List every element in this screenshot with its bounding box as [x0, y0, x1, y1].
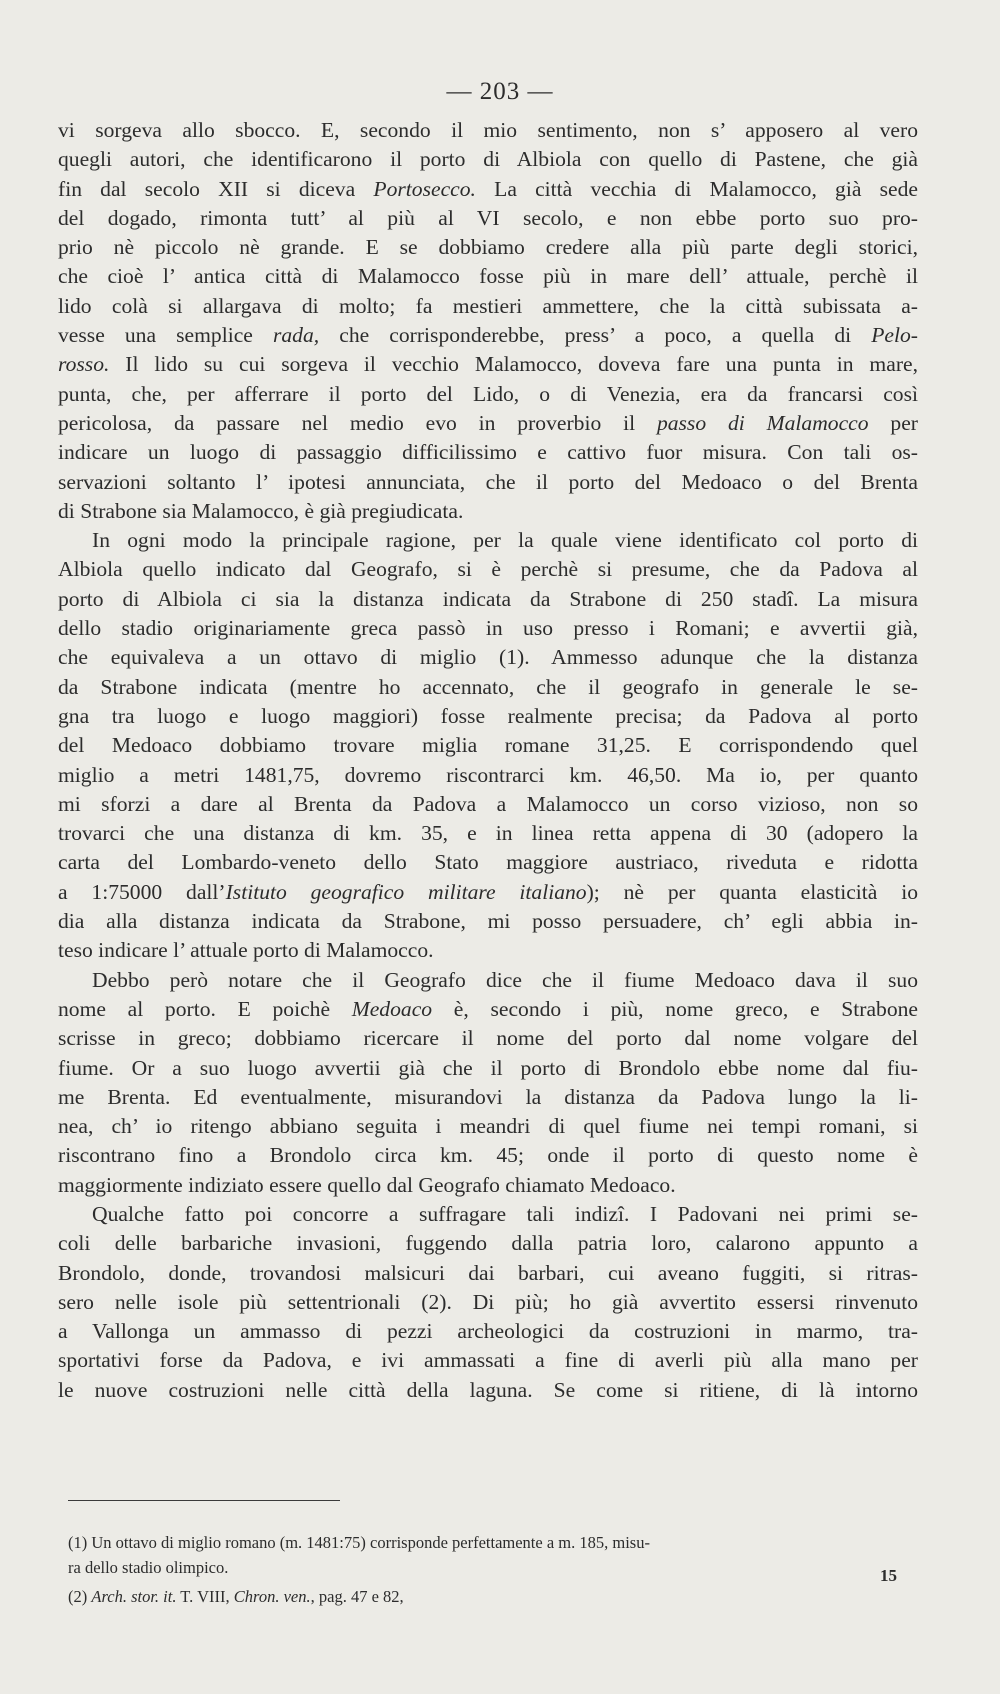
- text-line: miglio a metri 1481,75, dovremo riscontrarci km. 46,50. Ma io, per quanto: [58, 762, 918, 787]
- text-line: riscontrano fino a Brondolo circa km. 45; onde il porto di questo nome è: [58, 1143, 918, 1168]
- text-line: me Brenta. Ed eventualmente, misurandovi la distanza da Padova lungo la li-: [58, 1084, 918, 1109]
- text-line: quegli autori, che identificarono il porto di Albiola con quello di Pastene, che già: [58, 147, 918, 172]
- text-line: fin dal secolo XII si diceva Portosecco. La città vecchia di Malamocco, già sede: [58, 176, 918, 201]
- text-line: del dogado, rimonta tutt’ al più al VI secolo, e non ebbe porto suo pro-: [58, 205, 918, 230]
- text-line: vi sorgeva allo sbocco. E, secondo il mio sentimento, non s’ apposero al vero: [58, 118, 918, 142]
- text-line: Qualche fatto poi concorre a suffragare tali indizî. I Padovani nei primi se-: [92, 1201, 918, 1226]
- text-line: nea, ch’ io ritengo abbiano seguita i meandri di quel fiume nei tempi romani, si: [58, 1114, 918, 1139]
- body-text: [58, 116, 918, 1405]
- footnote-line: (1) Un ottavo di miglio romano (m. 1481:75) corrisponde perfettamente a m. 185, misu-: [68, 1533, 650, 1552]
- text-line: punta, che, per afferrare il porto del Lido, o di Venezia, era da francarsi così: [58, 381, 918, 406]
- text-line: che equivaleva a un ottavo di miglio (1). Ammesso adunque che la distanza: [58, 645, 918, 670]
- text-line: nome al porto. E poichè Medoaco è, secondo i più, nome greco, e Strabone: [58, 996, 918, 1021]
- signature-mark: 15: [880, 1566, 897, 1585]
- text-line: pericolosa, da passare nel medio evo in proverbio il passo di Malamocco per: [58, 410, 918, 435]
- text-line: trovarci che una distanza di km. 35, e in linea retta appena di 30 (adopero la: [58, 821, 918, 846]
- footnote-line: (2) Arch. stor. it. T. VIII, Chron. ven., pag. 47 e 82,: [68, 1587, 404, 1606]
- text-line: sero nelle isole più settentrionali (2). Di più; ho già avvertito essersi rinvenuto: [58, 1289, 918, 1314]
- text-line: a 1:75000 dall’Istituto geografico militare italiano); nè per quanta elasticità io: [58, 879, 918, 904]
- text-line: maggiormente indiziato essere quello dal Geografo chiamato Medoaco.: [58, 1172, 676, 1197]
- text-line: rosso. Il lido su cui sorgeva il vecchio Malamocco, doveva fare una punta in mare,: [58, 352, 918, 377]
- text-line: del Medoaco dobbiamo trovare miglia romane 31,25. E corrispondendo quel: [58, 733, 918, 758]
- page-number: — 203 —: [446, 78, 554, 105]
- text-line: di Strabone sia Malamocco, è già pregiudicata.: [58, 498, 464, 523]
- text-line: lido colà si allargava di molto; fa mestieri ammettere, che la città subissata a-: [58, 293, 918, 318]
- text-line: mi sforzi a dare al Brenta da Padova a Malamocco un corso vizioso, non so: [58, 791, 918, 816]
- footnote-line: ra dello stadio olimpico.: [68, 1558, 229, 1577]
- text-line: dia alla distanza indicata da Strabone, mi posso persuadere, ch’ egli abbia in-: [58, 909, 918, 934]
- text-line: fiume. Or a suo luogo avvertii già che il porto di Brondolo ebbe nome dal fiu-: [58, 1055, 918, 1080]
- text-line: che cioè l’ antica città di Malamocco fosse più in mare dell’ attuale, perchè il: [58, 264, 918, 289]
- text-line: In ogni modo la principale ragione, per la quale viene identificato col porto di: [92, 528, 918, 553]
- text-line: servazioni soltanto l’ ipotesi annunciata, che il porto del Medoaco o del Brenta: [58, 469, 918, 494]
- text-line: gna tra luogo e luogo maggiori) fosse realmente precisa; da Padova al porto: [58, 703, 918, 728]
- text-line: teso indicare l’ attuale porto di Malamocco.: [58, 938, 434, 963]
- text-line: scrisse in greco; dobbiamo ricercare il nome del porto dal nome volgare del: [58, 1026, 918, 1051]
- text-line: da Strabone indicata (mentre ho accennato, che il geografo in generale le se-: [58, 674, 918, 699]
- text-line: dello stadio originariamente greca passò in uso presso i Romani; e avvertii già,: [58, 616, 918, 641]
- text-line: Albiola quello indicato dal Geografo, si è perchè si presume, che da Padova al: [58, 557, 918, 582]
- text-line: prio nè piccolo nè grande. E se dobbiamo credere alla più parte degli storici,: [58, 235, 918, 260]
- footnote-rule: [68, 1500, 340, 1501]
- text-line: a Vallonga un ammasso di pezzi archeologici da costruzioni in marmo, tra-: [58, 1319, 918, 1344]
- text-line: vesse una semplice rada, che corrisponderebbe, press’ a poco, a quella di Pelo-: [58, 323, 918, 348]
- text-line: Debbo però notare che il Geografo dice che il fiume Medoaco dava il suo: [92, 967, 918, 992]
- text-line: coli delle barbariche invasioni, fuggendo dalla patria loro, calarono appunto a: [58, 1231, 918, 1256]
- text-line: Brondolo, donde, trovandosi malsicuri dai barbari, cui aveano fuggiti, si ritras-: [58, 1260, 918, 1285]
- text-line: porto di Albiola ci sia la distanza indicata da Strabone di 250 stadî. La misura: [58, 586, 918, 611]
- text-line: carta del Lombardo-veneto dello Stato maggiore austriaco, riveduta e ridotta: [58, 850, 918, 875]
- text-line: le nuove costruzioni nelle città della laguna. Se come si ritiene, di là intorno: [58, 1377, 918, 1402]
- text-line: indicare un luogo di passaggio difficilissimo e cattivo fuor misura. Con tali os-: [58, 440, 918, 465]
- text-line: sportativi forse da Padova, e ivi ammassati a fine di averli più alla mano per: [58, 1348, 918, 1373]
